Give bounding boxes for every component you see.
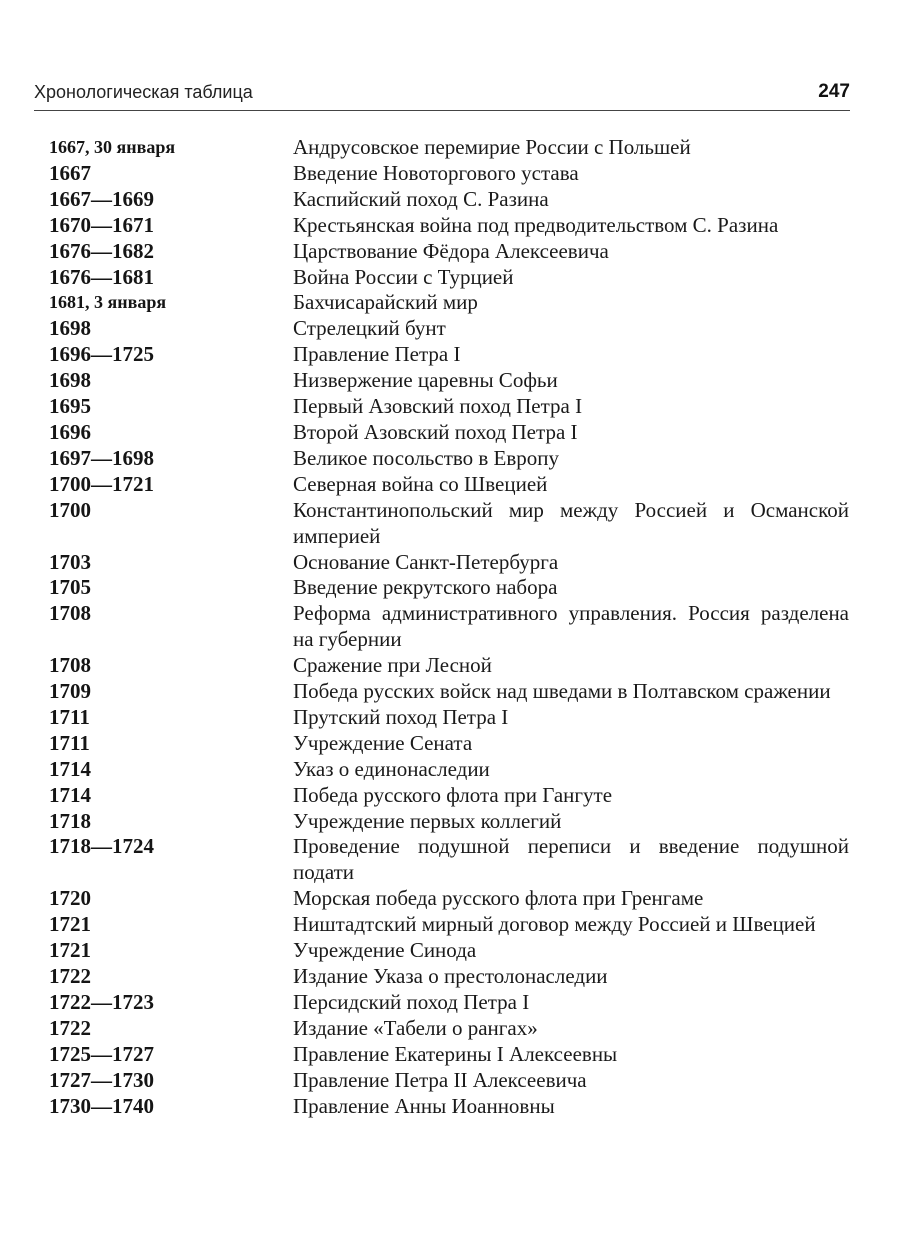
table-row [49,1094,849,1120]
entry-date: 1721 [49,912,91,937]
entry-event: Каспийский поход С. Разина [293,186,549,211]
entry-event: Учреждение Сената [293,730,473,755]
entry-date: 1711 [49,704,90,729]
table-row [49,239,849,265]
entry-event: Первый Азовский поход Петра I [293,394,583,419]
table-row [49,368,849,394]
table-row [49,265,849,291]
entry-event: Война России с Турцией [293,264,514,289]
entry-event: Ништадтский мирный договор между Россией и Швецией [293,912,816,937]
entry-event: Издание «Табели о рангах» [293,1015,538,1040]
entry-event: Правление Петра II Алексеевича [293,1067,587,1092]
table-row [49,990,849,1016]
entry-date: 1708 [49,601,91,626]
table-row [49,679,849,705]
entry-event: Правление Екатерины I Алексеевны [293,1041,618,1066]
entry-date: 1700 [49,497,91,522]
entry-date: 1721 [49,938,91,963]
entry-date: 1696 [49,419,91,444]
entry-event: Второй Азовский поход Петра I [293,419,578,444]
table-row [49,731,849,757]
table-row [49,1016,849,1042]
entry-date: 1703 [49,549,91,574]
entry-event: Андрусовское перемирие России с Польшей [293,135,691,159]
entry-date: 1718—1724 [49,834,154,859]
table-row [49,886,849,912]
entry-date: 1695 [49,394,91,419]
entry-date: 1676—1682 [49,238,154,263]
entry-event: Морская победа русского флота при Гренгаме [293,886,704,911]
entry-date: 1727—1730 [49,1067,154,1092]
table-row [49,757,849,783]
table-row [49,834,849,886]
page-number: 247 [818,81,850,102]
running-header-title: Хронологическая таблица [34,82,253,102]
table-row [49,135,849,161]
entry-date: 1730—1740 [49,1093,154,1118]
entry-date: 1681, 3 января [49,292,167,313]
entry-event: Введение Новоторгового устава [293,160,579,185]
entry-event: Реформа административного управления. Россия разделена на губернии [293,601,849,652]
entry-date: 1670—1671 [49,212,154,237]
entry-event: Крестьянская война под предводительством С. Разина [293,212,779,237]
entry-date: 1676—1681 [49,264,154,289]
entry-date: 1709 [49,679,91,704]
entry-event: Низвержение царевны Софьи [293,368,558,393]
entry-date: 1705 [49,575,91,600]
table-row [49,1042,849,1068]
header-divider [34,110,850,111]
table-row [49,783,849,809]
entry-event: Прутский поход Петра I [293,704,509,729]
table-row [49,446,849,472]
entry-date: 1720 [49,886,91,911]
chronology-table [49,135,849,1119]
table-row [49,938,849,964]
entry-event: Победа русского флота при Гангуте [293,782,613,807]
entry-event: Персидский поход Петра I [293,989,530,1014]
table-row [49,342,849,368]
entry-date: 1725—1727 [49,1041,154,1066]
table-row [49,316,849,342]
entry-date: 1722 [49,964,91,988]
entry-event: Бахчисарайский мир [293,290,478,315]
entry-date: 1698 [49,316,91,341]
entry-event: Издание Указа о престолонаследии [293,964,608,988]
entry-event: Учреждение первых коллегий [293,808,562,833]
entry-event: Введение рекрутского набора [293,575,558,600]
entry-event: Правление Анны Иоанновны [293,1093,555,1118]
entry-event: Сражение при Лесной [293,653,492,678]
entry-event: Царствование Фёдора Алексеевича [293,238,609,263]
entry-date: 1667, 30 января [49,137,176,157]
entry-event: Великое посольство в Европу [293,445,560,470]
entry-event: Указ о единонаследии [293,756,490,781]
entry-event: Проведение подушной переписи и введение подушной подати [293,834,849,885]
entry-event: Основание Санкт-Петербурга [293,549,559,574]
entry-date: 1708 [49,653,91,678]
table-row [49,394,849,420]
entry-date: 1711 [49,730,90,755]
table-row [49,213,849,239]
page-header [34,80,850,110]
entry-date: 1698 [49,368,91,393]
table-row [49,498,849,550]
entry-date: 1714 [49,782,91,807]
table-row [49,912,849,938]
table-row [49,809,849,835]
entry-event: Правление Петра I [293,342,461,367]
entry-date: 1722—1723 [49,989,154,1014]
entry-date: 1696—1725 [49,342,154,367]
entry-date: 1697—1698 [49,445,154,470]
entry-event: Учреждение Синода [293,938,477,963]
table-row [49,472,849,498]
table-row [49,187,849,213]
table-row [49,653,849,679]
table-row [49,601,849,653]
entry-date: 1700—1721 [49,471,154,496]
entry-event: Стрелецкий бунт [293,316,446,341]
table-row [49,161,849,187]
entry-date: 1667—1669 [49,186,154,211]
entry-event: Северная война со Швецией [293,471,548,496]
table-row [49,575,849,601]
entry-event: Победа русских войск над шведами в Полтавском сражении [293,679,831,704]
entry-date: 1667 [49,160,91,185]
table-row [49,705,849,731]
entry-date: 1714 [49,756,91,781]
table-row [49,420,849,446]
table-row [49,290,849,316]
entry-date: 1722 [49,1015,91,1040]
entry-date: 1718 [49,808,91,833]
table-row [49,964,849,990]
table-row [49,550,849,576]
entry-event: Константинопольский мир между Россией и Османской империей [293,497,849,548]
table-row [49,1068,849,1094]
